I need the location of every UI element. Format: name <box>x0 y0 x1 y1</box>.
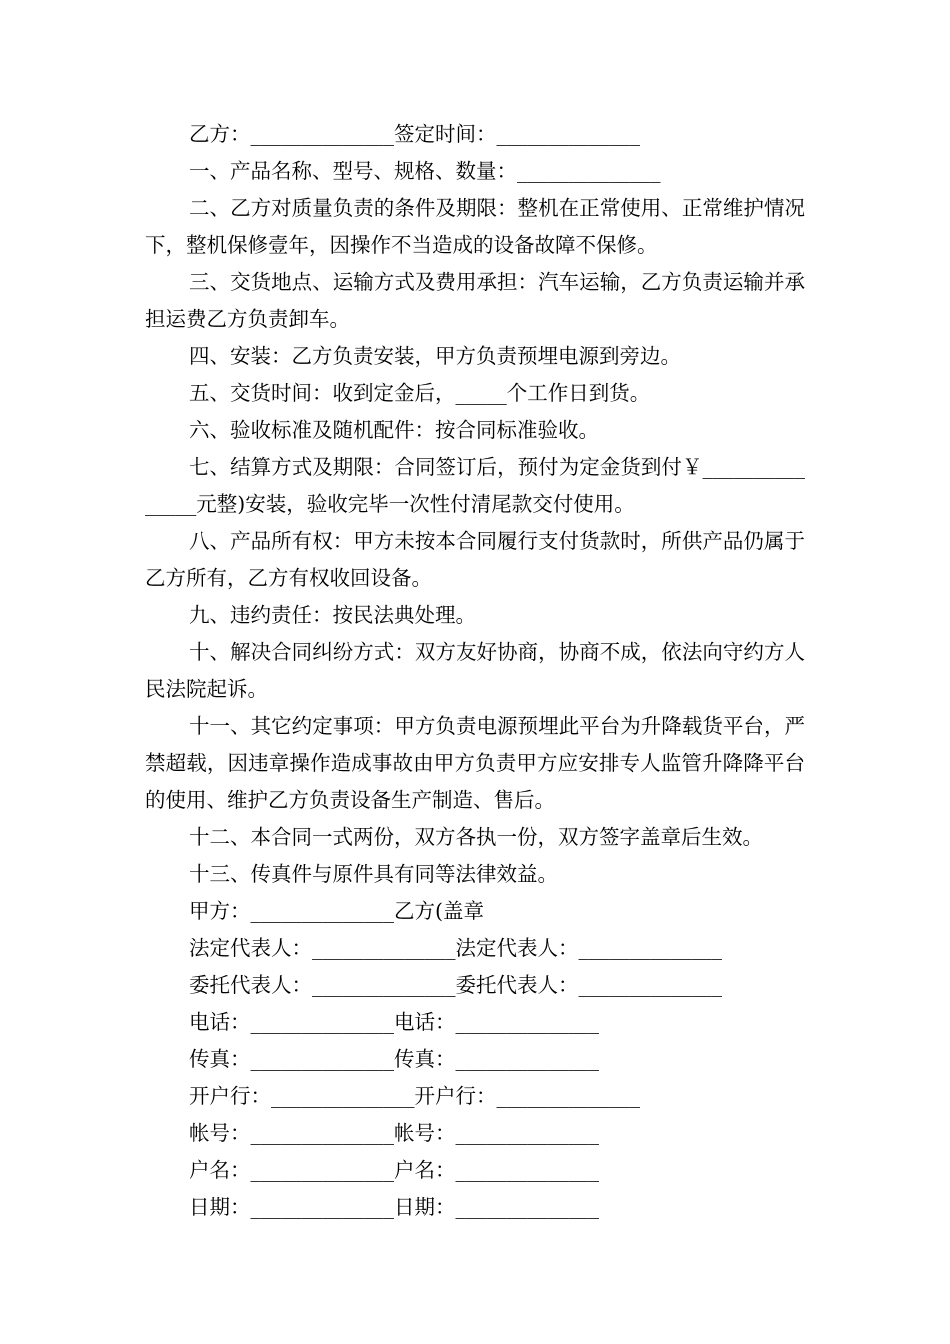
clause-12: 十二、本合同一式两份，双方各执一份，双方签字盖章后生效。 <box>189 825 763 849</box>
signature-account-number: 帐号：______________帐号：______________ <box>189 1121 599 1145</box>
clause-7: 七、结算方式及期限：合同签订后，预付为定金货到付￥_______________元整)安装，验收完毕一次性付清尾款交付使用。 <box>145 455 805 516</box>
clause-1: 一、产品名称、型号、规格、数量：______________ <box>189 159 661 183</box>
clause-2: 二、乙方对质量负责的条件及期限：整机在正常使用、正常维护情况下，整机保修壹年，因操作不当造成的设备故障不保修。 <box>145 196 805 257</box>
clause-5: 五、交货时间：收到定金后，_____个工作日到货。 <box>189 381 651 405</box>
signature-fax: 传真：______________传真：______________ <box>189 1047 599 1071</box>
signature-bank: 开户行：______________开户行：______________ <box>189 1084 640 1108</box>
signature-party-line: 甲方：______________乙方(盖章 <box>189 899 484 923</box>
clause-4: 四、安装：乙方负责安装，甲方负责预埋电源到旁边。 <box>189 344 681 368</box>
clause-6: 六、验收标准及随机配件：按合同标准验收。 <box>189 418 599 442</box>
clause-9: 九、违约责任：按民法典处理。 <box>189 603 476 627</box>
contract-page <box>145 116 805 1226</box>
signature-phone: 电话：______________电话：______________ <box>189 1010 599 1034</box>
signature-authorized-representative: 委托代表人：______________委托代表人：______________ <box>189 973 722 997</box>
clause-8: 八、产品所有权：甲方未按本合同履行支付货款时，所供产品仍属于乙方所有，乙方有权收回设备。 <box>145 529 805 590</box>
clause-11: 十一、其它约定事项：甲方负责电源预埋此平台为升降载货平台，严禁超载，因违章操作造成事故由甲方负责甲方应安排专人监管升降降平台的使用、维护乙方负责设备生产制造、售后。 <box>145 714 805 812</box>
clause-10: 十、解决合同纠纷方式：双方友好协商，协商不成，依法向守约方人民法院起诉。 <box>145 640 805 701</box>
signature-legal-representative: 法定代表人：______________法定代表人：______________ <box>189 936 722 960</box>
signature-account-name: 户名：______________户名：______________ <box>189 1158 599 1182</box>
header-line: 乙方：______________签定时间：______________ <box>189 122 640 146</box>
clause-13: 十三、传真件与原件具有同等法律效益。 <box>189 862 558 886</box>
signature-date: 日期：______________日期：______________ <box>189 1195 599 1219</box>
clause-3: 三、交货地点、运输方式及费用承担：汽车运输，乙方负责运输并承担运费乙方负责卸车。 <box>145 270 805 331</box>
